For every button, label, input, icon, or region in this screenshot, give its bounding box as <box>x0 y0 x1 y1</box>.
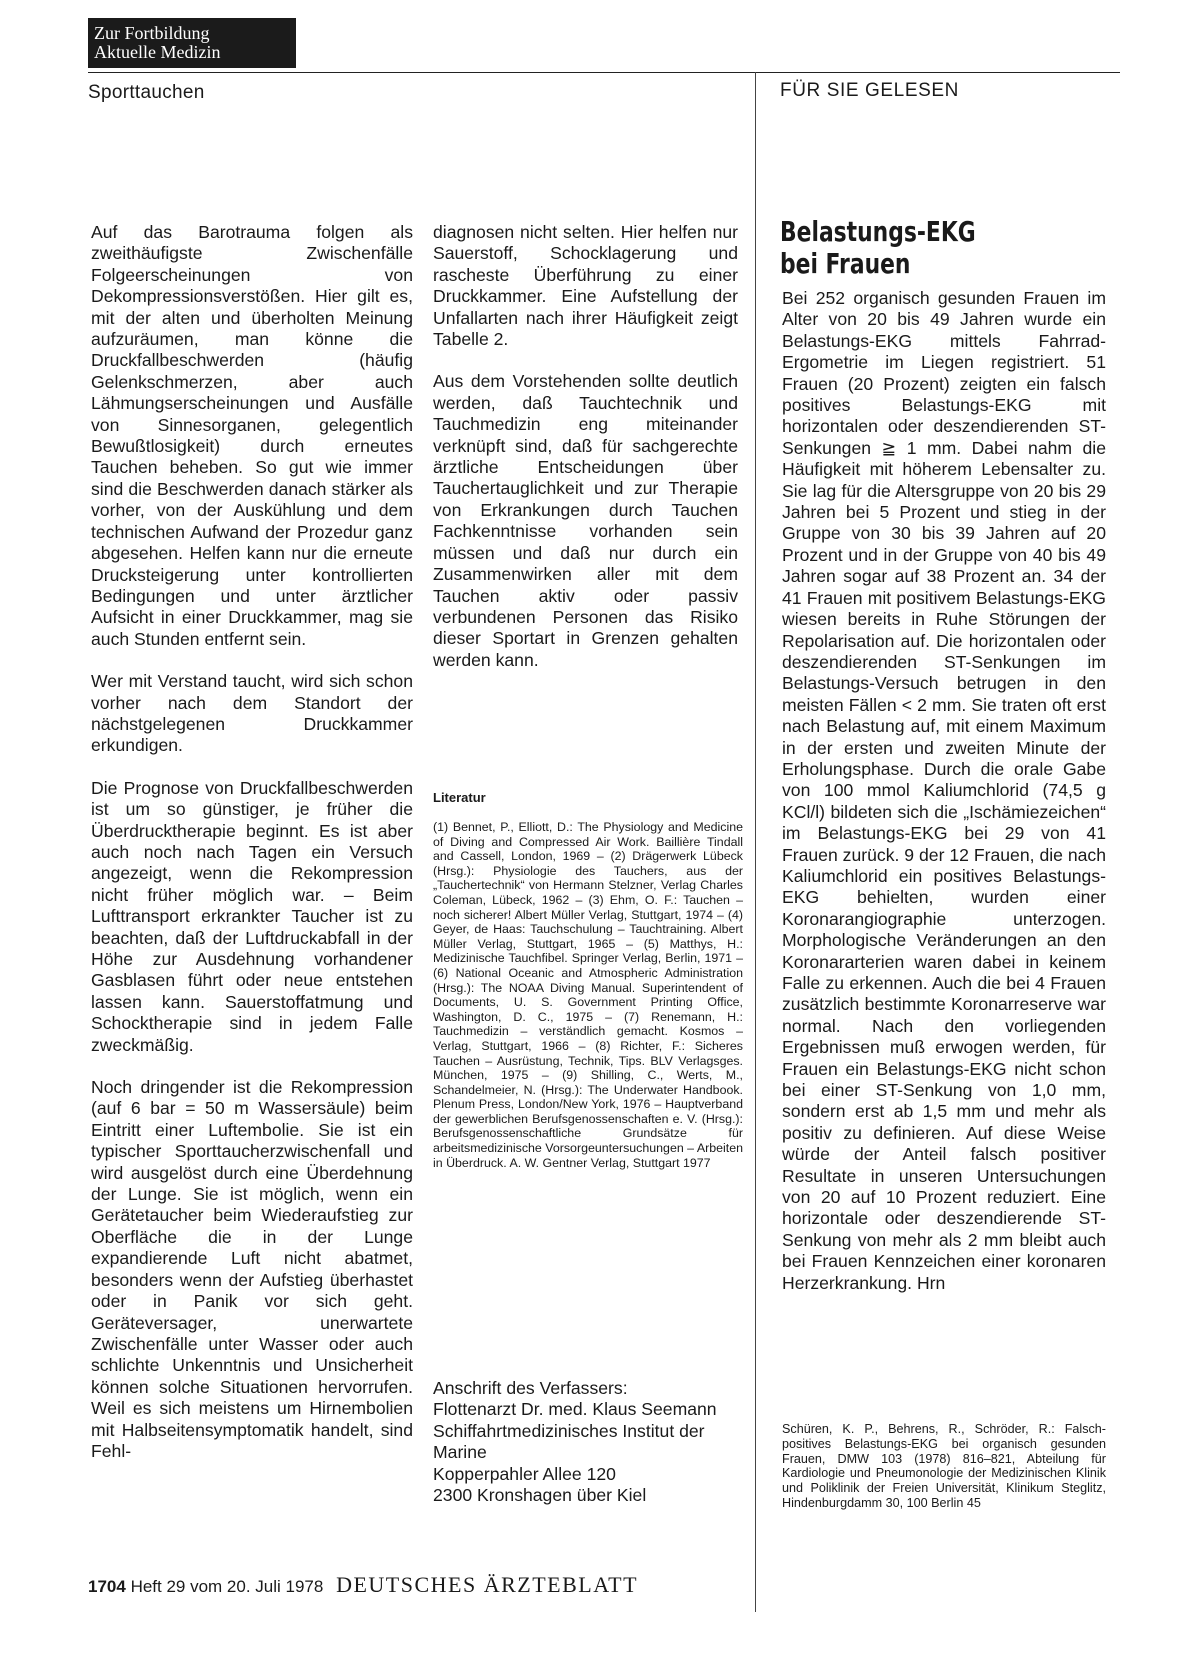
magazine-name: DEUTSCHES ÄRZTEBLATT <box>336 1572 639 1597</box>
article-column-1 <box>91 222 413 1483</box>
address-line: Schiffahrtmedizinisches Institut der <box>433 1420 705 1441</box>
page-number: 1704 <box>88 1577 126 1596</box>
paragraph: Noch dringender ist die Rekompression (auf 6 bar = 50 m Wassersäule) beim Eintritt einer Luftembolie. Sie ist ein typischer Sporttaucherzwischenfall und wird ausgelöst durch eine Überdehnung der Lunge. Sie ist möglich, wenn ein Gerätetaucher beim Wiederaufstieg zur Oberfläche die in der Lunge expandierende Luft nicht abatmet, besonders wenn der Aufstieg überhastet oder in Panik vor sich geht. Geräteversager, unerwartete Zwischenfälle unter Wasser oder auch schlichte Unkenntnis und Unsicherheit können solche Situationen hervorrufen. Weil es sich meistens um Hirnembolien mit Halbseitensymptomatik handelt, sind Fehl- <box>91 1077 413 1461</box>
section-badge <box>88 18 296 68</box>
address-line: Kopperpahler Allee 120 <box>433 1463 616 1484</box>
paragraph: Bei 252 organisch gesunden Frauen im Alter von 20 bis 49 Jahren wurde ein Belastungs-EKG mittels Fahrrad-Ergometrie im Liegen registriert. 51 Frauen (20 Prozent) zeigten ein falsch positives Belastungs-EKG mit horizontalen oder deszendierenden ST-Senkungen ≧ 1 mm. Dabei nahm die Häufigkeit mit höherem Lebensalter zu. Sie lag für die Altersgruppe von 20 bis 29 Jahren bei 5 Prozent und stieg in der Gruppe von 30 bis 39 Jahren auf 20 Prozent und in der Gruppe von 40 bis 49 Jahren sogar auf 38 Prozent an. 34 der 41 Frauen mit positivem Belastungs-EKG wiesen bereits in Ruhe Störungen der Repolarisation auf. Die horizontalen oder deszendierenden ST-Senkungen im Belastungs-Versuch betrugen in den meisten Fällen < 2 mm. Sie traten oft erst nach Belastung auf, mit einem Maximum in der ersten und zweiten Minute der Erholungsphase. Durch die orale Gabe von 100 mmol Kaliumchlorid (74,5 g KCl/l) bildeten sich die „Ischämiezeichen“ im Belastungs-EKG bei 29 von 41 Frauen zurück. 9 der 12 Frauen, die nach Kaliumchlorid ein positives Belastungs-EKG behielten, wurden einer Koronarangiographie unterzogen. Morphologische Veränderungen an den Koronararterien waren dabei in keinem Falle zu erkennen. Auch die bei 4 Frauen zusätzlich bestimmte Koronarreserve war normal. Nach den vorliegenden Ergebnissen muß erwogen werden, für Frauen ein Belastungs-EKG nicht schon bei einer ST-Senkung von 1,0 mm, sondern erst ab 1,5 mm und mehr als positiv zu definieren. Auf diese Weise würde der Anteil falsch positiver Resultate in unseren Untersuchungen von 20 auf 10 Prozent reduziert. Eine horizontale oder deszendierende ST-Senkung von mehr als 2 mm bleibt auch bei Frauen Kennzeichen einer koronaren Herzerkrankung. Hrn <box>782 288 1106 1293</box>
author-address <box>433 1378 753 1506</box>
page-footer <box>88 1572 638 1598</box>
header-rule <box>88 72 1120 73</box>
article-column-2 <box>433 222 738 692</box>
issue-info: Heft 29 vom 20. Juli 1978 <box>130 1577 324 1596</box>
badge-line-2: Aktuelle Medizin <box>94 42 221 62</box>
literature-heading: Literatur <box>433 790 486 805</box>
headline-line-2: bei Frauen <box>780 247 911 280</box>
section-title-left: Sporttauchen <box>88 82 205 103</box>
badge-line-1: Zur Fortbildung <box>94 23 210 43</box>
address-line: Anschrift des Verfassers: <box>433 1378 628 1398</box>
paragraph: diagnosen nicht selten. Hier helfen nur Sauerstoff, Schocklagerung und rascheste Überführung zu einer Druckkammer. Eine Aufstellung der Unfallarten nach ihrer Häufigkeit zeigt Tabelle 2. <box>433 222 738 350</box>
address-line: 2300 Kronshagen über Kiel <box>433 1485 647 1506</box>
paragraph: Aus dem Vorstehenden sollte deutlich werden, daß Tauchtechnik und Tauchmedizin eng miteinander verknüpft sind, daß für sachgerechte ärztliche Entscheidungen über Tauchertauglichkeit und zur Therapie von Erkrankungen durch Tauchen Fachkenntnisse vorhanden sein müssen und daß nur durch ein Zusammenwirken aller mit dem Tauchen aktiv oder passiv verbundenen Personen das Risiko dieser Sportart in Grenzen gehalten werden kann. <box>433 371 738 670</box>
address-line: Marine <box>433 1442 487 1463</box>
section-title-right: FÜR SIE GELESEN <box>780 80 959 101</box>
address-line: Flottenarzt Dr. med. Klaus Seemann <box>433 1399 717 1420</box>
paragraph: Auf das Barotrauma folgen als zweithäufigste Zwischenfälle Folgeerscheinungen von Dekompressionsverstößen. Hier gilt es, mit der alten und überholten Meinung aufzuräumen, man könne die Druckfallbeschwerden (häufig Gelenkschmerzen, aber auch Lähmungserscheinungen und Ausfälle von Sinnesorganen, gelegentlich Bewußtlosigkeit) durch erneutes Tauchen beheben. So gut wie immer sind die Beschwerden danach stärker als vorher, von der Auskühlung und dem technischen Aufwand der Prozedur ganz abgesehen. Helfen kann nur die erneute Drucksteigerung unter kontrollierten Bedingungen und unter ärztlicher Aufsicht in einer Druckkammer, mag sie auch Stunden entfernt sein. <box>91 222 413 649</box>
column-divider <box>755 72 756 1612</box>
literature-list: (1) Bennet, P., Elliott, D.: The Physiology and Medicine of Diving and Compressed Air Work. Baillière Tindall and Cassell, London, 1969 – (2) Drägerwerk Lübeck (Hrsg.): Physiologie des Tauchers, aus der „Tauchertechnik“ von Hermann Stelzner, Verlag Charles Coleman, Lübeck, 1962 – (3) Ehm, O. F.: Tauchen – noch sicherer! Albert Müller Verlag, Stuttgart, 1974 – (4) Geyer, de Haas: Tauchschulung – Tauchtraining. Albert Müller Verlag, Stuttgart, 1965 – (5) Matthys, H.: Medizinische Tauchfibel. Springer Verlag, Berlin, 1971 – (6) National Oceanic and Atmospheric Administration (Hrsg.): The NOAA Diving Manual. Superintendent of Documents, U. S. Government Printing Office, Washington, D. C., 1975 – (7) Renemann, H.: Tauchmedizin – verständlich gemacht. Kosmos – Verlag, Stuttgart, 1966 – (8) Richter, F.: Sicheres Tauchen – Ausrüstung, Technik, Tips. BLV Verlagsges. München, 1975 – (9) Shilling, C., Werts, M., Schandelmeier, N. (Hrsg.): The Underwater Handbook. Plenum Press, London/New York, 1976 – Hauptverband der gewerblichen Berufsgenossenschaften e. V. (Hrsg.): Berufsgenossenschaftliche Grundsätze für arbeitsmedizinische Vorsorgeuntersuchungen – Arbeiten in Überdruck. A. W. Gentner Verlag, Stuttgart 1977 <box>433 820 743 1170</box>
headline-line-1: Belastungs-EKG <box>780 215 976 248</box>
sidebar-reference: Schüren, K. P., Behrens, R., Schröder, R.: Falsch-positives Belastungs-EKG bei organisch gesunden Frauen, DMW 103 (1978) 816–821, Abteilung für Kardiologie und Pneumonologie der Medizinischen Klinik und Poliklinik der Freien Universität, Klinikum Steglitz, Hindenburgdamm 30, 100 Berlin 45 <box>782 1422 1106 1510</box>
sidebar-body <box>782 288 1106 1315</box>
sidebar-headline <box>780 216 1037 280</box>
paragraph: Wer mit Verstand taucht, wird sich schon vorher nach dem Standort der nächstgelegenen Druckkammer erkundigen. <box>91 671 413 756</box>
paragraph: Die Prognose von Druckfallbeschwerden ist um so günstiger, je früher die Überdrucktherapie beginnt. Es ist aber auch noch nach Tagen ein Versuch angezeigt, wenn die Rekompression nicht früher möglich war. – Beim Lufttransport erkrankter Taucher ist zu beachten, daß der Luftdruckabfall in der Höhe zur Ausdehnung vorhandener Gasblasen führt oder neue entstehen lassen kann. Sauerstoffatmung und Schocktherapie sind in jedem Falle zweckmäßig. <box>91 777 413 1055</box>
